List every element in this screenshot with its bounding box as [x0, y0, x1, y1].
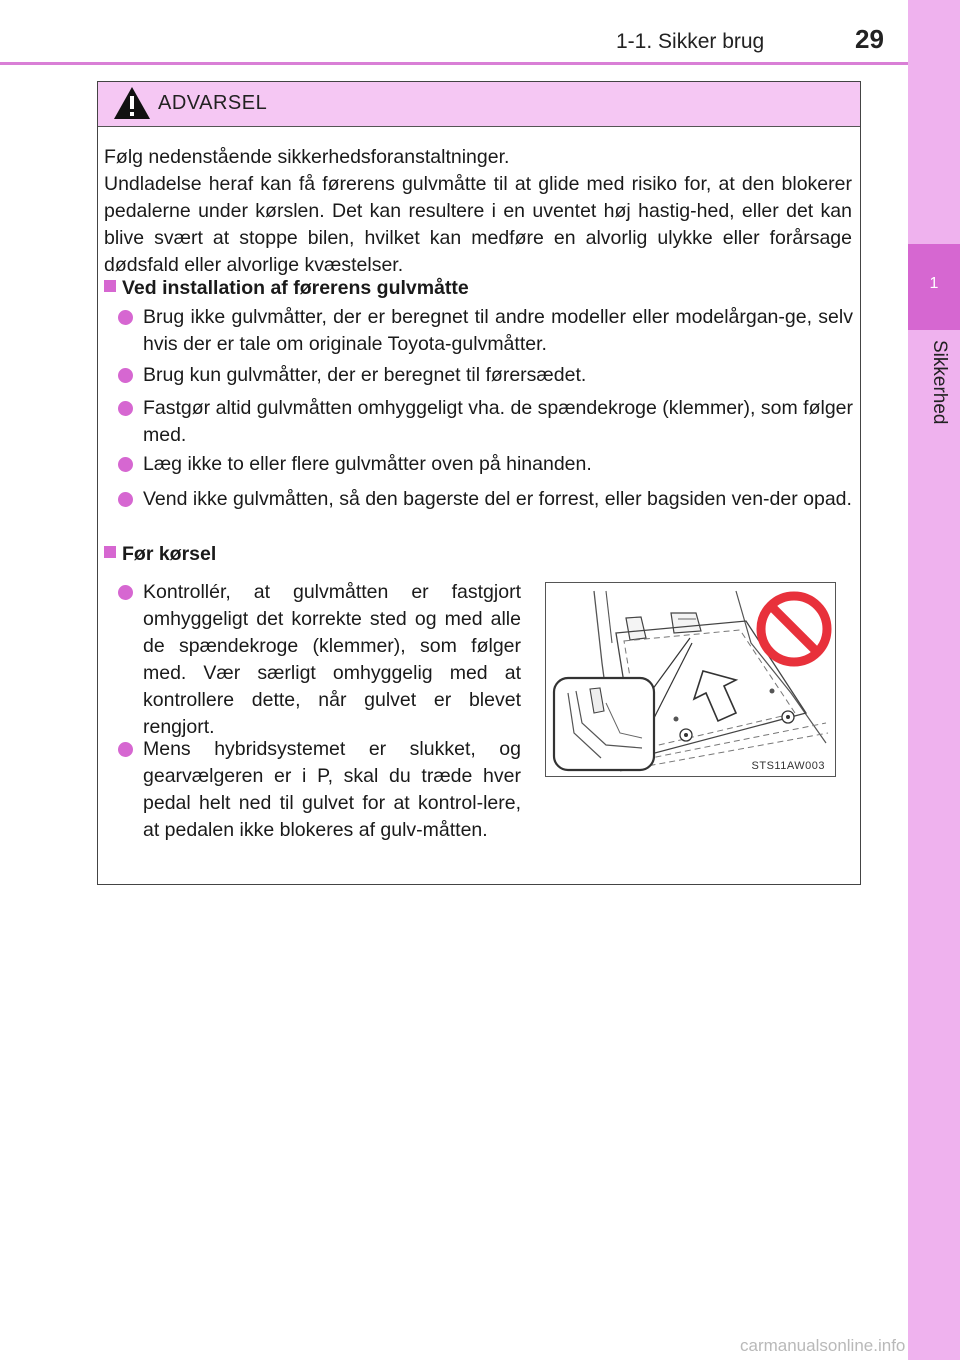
square-bullet-icon	[104, 280, 116, 292]
floor-mat-drawing	[546, 583, 835, 776]
list-item: Vend ikke gulvmåtten, så den bagerste del er forrest, eller bagsiden ven-der opad.	[118, 486, 853, 513]
round-bullet-icon	[118, 585, 133, 600]
list-item: Brug ikke gulvmåtter, der er beregnet til andre modeller eller modelårgan-ge, selv hvis der er tale om originale Toyota-gulvmåtter.	[118, 304, 853, 358]
list-item: Fastgør altid gulvmåtten omhyggeligt vha. de spændekroge (klemmer), som følger med.	[118, 395, 853, 449]
floor-mat-illustration	[545, 582, 836, 777]
list-item: Kontrollér, at gulvmåtten er fastgjort omhyggeligt det korrekte sted og med alle de spændekroge (klemmer), som følger med. Vær særligt omhyggelig med at kontrollere dette, når gulvet er blevet rengjort.	[118, 579, 521, 741]
intro-line: Følg nedenstående sikkerhedsforanstaltninger.	[104, 146, 510, 168]
list-item: Læg ikke to eller flere gulvmåtter oven på hinanden.	[118, 451, 853, 478]
warning-title: ADVARSEL	[158, 92, 268, 114]
intro-paragraph: Undladelse heraf kan få førerens gulvmåtte til at glide med risiko for, at den blokerer pedalerne under kørslen. Det kan resultere i en uventet høj hastig-hed, eller det kan blive svært at stoppe bilen, hvilket kan medføre en alvorlig ulykke eller forårsage dødsfald eller alvorlige kvæstelser.	[104, 173, 852, 276]
round-bullet-icon	[118, 368, 133, 383]
list-item: Mens hybridsystemet er slukket, og gearvælgeren er i P, skal du træde hver pedal helt ned til gulvet for at kontrol-lere, at pedalen ikke blokeres af gulv-måtten.	[118, 736, 521, 844]
list-item: Brug kun gulvmåtter, der er beregnet til førersædet.	[118, 362, 853, 389]
round-bullet-icon	[118, 742, 133, 757]
illustration-code: STS11AW003	[751, 760, 825, 772]
page-number: 29	[855, 24, 884, 54]
round-bullet-icon	[118, 401, 133, 416]
round-bullet-icon	[118, 492, 133, 507]
square-bullet-icon	[104, 546, 116, 558]
warning-intro	[104, 144, 852, 279]
section-heading-installation: Ved installation af førerens gulvmåtte	[104, 275, 469, 302]
chapter-label: Sikkerhed	[929, 340, 950, 425]
round-bullet-icon	[118, 310, 133, 325]
warning-box	[97, 81, 861, 885]
chapter-number-tab[interactable]: 1	[908, 244, 960, 330]
header-rule	[0, 62, 908, 65]
section-title: 1-1. Sikker brug	[616, 30, 765, 53]
warning-header	[98, 82, 860, 127]
chapter-side-tab	[908, 0, 960, 1360]
warning-triangle-icon	[113, 86, 151, 120]
watermark: carmanualsonline.info	[740, 1336, 906, 1355]
section-heading-before-driving: Før kørsel	[104, 541, 216, 568]
round-bullet-icon	[118, 457, 133, 472]
